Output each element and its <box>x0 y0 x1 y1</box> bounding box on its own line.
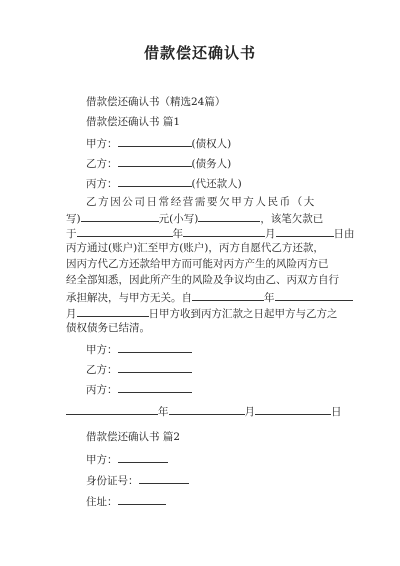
document-subtitle: 借款偿还确认书（精选24篇） <box>86 96 226 108</box>
sign-a-label: 甲方： <box>86 344 118 356</box>
party-b-label: 乙方： <box>86 158 118 170</box>
party-c-role: (代还款人) <box>191 178 242 190</box>
sign-year-blank <box>66 403 158 415</box>
body-line-2 <box>66 210 323 226</box>
body-l2-b: 元(小写) <box>158 213 199 225</box>
sign-a-row <box>86 341 192 357</box>
party-c-blank <box>118 175 192 187</box>
settle-month-blank <box>275 289 353 301</box>
sign-date-row <box>66 403 342 419</box>
party-a-row <box>86 135 231 151</box>
settle-year-blank <box>192 289 264 301</box>
party-a-blank <box>118 135 192 147</box>
body-l2-a: 写) <box>66 213 81 225</box>
sign-day-blank <box>255 403 331 415</box>
body-line-1: 乙方因公司日常经营需要欠甲方人民币（大 <box>86 196 316 208</box>
body-l2-c: ，该笔欠款已 <box>260 213 324 225</box>
section-1-heading: 借款偿还确认书 篇1 <box>86 116 181 128</box>
s2-id-label: 身份证号： <box>86 475 139 487</box>
s2-id-blank <box>139 472 189 484</box>
party-c-row <box>86 175 242 191</box>
s2-id-row <box>86 472 189 488</box>
amount-lower-blank <box>198 210 260 222</box>
repay-month-blank <box>183 225 265 237</box>
sign-month-blank <box>169 403 245 415</box>
party-b-role: (债务人) <box>191 158 232 170</box>
sign-c-row <box>86 381 192 397</box>
body-line-8 <box>66 305 338 321</box>
body-l3-d: 日由 <box>333 228 355 240</box>
sign-month-label: 月 <box>244 406 255 418</box>
repay-year-blank <box>77 225 173 237</box>
sign-year-label: 年 <box>158 406 169 418</box>
body-line-4: 丙方通过(账户)汇至甲方(账户)，丙方自愿代乙方还款， <box>66 242 324 254</box>
sign-day-label: 日 <box>331 406 342 418</box>
s2-address-label: 住址： <box>86 496 118 508</box>
s2-address-blank <box>118 493 166 505</box>
body-l3-a: 于 <box>66 228 77 240</box>
body-line-3 <box>66 225 355 241</box>
body-line-5: 因丙方代乙方还款给甲方而可能对丙方产生的风险丙方已 <box>66 258 329 270</box>
sign-b-row <box>86 361 192 377</box>
s2-party-a-row <box>86 451 168 467</box>
section-2-heading: 借款偿还确认书 篇2 <box>86 431 181 443</box>
body-line-9: 债权债务已结清。 <box>66 322 150 334</box>
body-line-7 <box>66 289 353 305</box>
party-b-blank <box>118 155 192 167</box>
settle-day-blank <box>77 305 149 317</box>
party-a-label: 甲方： <box>86 138 118 150</box>
s2-address-row <box>86 493 166 509</box>
party-b-row <box>86 155 231 171</box>
repay-day-blank <box>276 225 334 237</box>
sign-b-label: 乙方： <box>86 364 118 376</box>
s2-party-a-label: 甲方： <box>86 454 118 466</box>
party-a-role: (债权人) <box>191 138 232 150</box>
body-l7-a: 承担解决，与甲方无关。自 <box>66 292 192 304</box>
sign-a-blank <box>118 341 192 353</box>
body-l3-year: 年 <box>172 228 183 240</box>
s2-party-a-blank <box>118 451 168 463</box>
amount-upper-blank <box>81 210 159 222</box>
body-l8-b: 日甲方收到丙方汇款之日起甲方与乙方之 <box>148 308 338 320</box>
document-title: 借款偿还确认书 <box>143 44 256 62</box>
sign-b-blank <box>118 361 192 373</box>
sign-c-label: 丙方： <box>86 384 118 396</box>
party-c-label: 丙方： <box>86 178 118 190</box>
body-line-6: 经全部知悉，因此所产生的风险及争议均由乙、丙双方自行 <box>66 274 339 286</box>
sign-c-blank <box>118 381 192 393</box>
body-l7-year: 年 <box>264 292 275 304</box>
body-l3-month: 月 <box>265 228 276 240</box>
body-l8-month: 月 <box>66 308 77 320</box>
